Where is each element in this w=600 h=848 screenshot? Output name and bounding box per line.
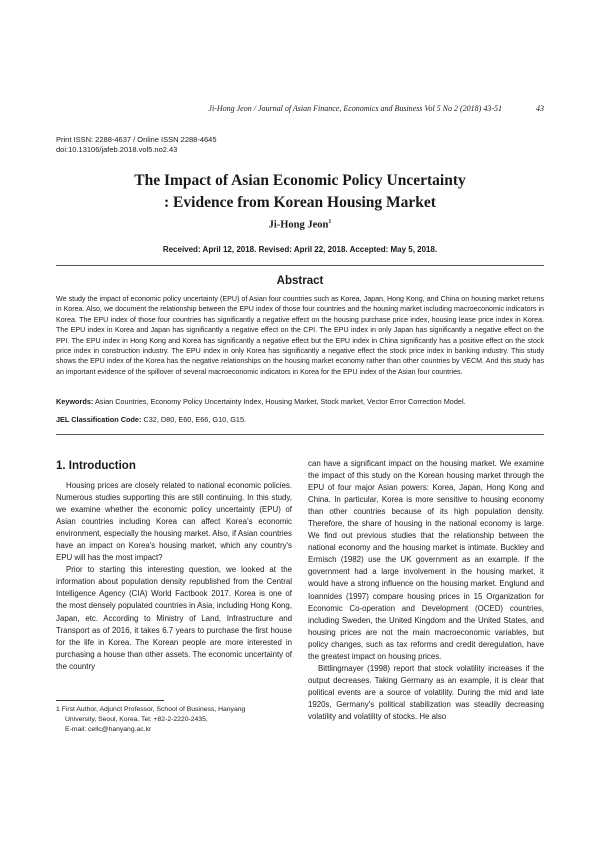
author-name: Ji-Hong Jeon [268,219,329,231]
jel-label: JEL Classification Code: [56,415,142,424]
author-footnote-mark: 1 [328,219,332,225]
title-line-2: : Evidence from Korean Housing Market [164,194,436,211]
rule-bottom [56,434,544,435]
title-line-1: The Impact of Asian Economic Policy Uncertainty [134,172,466,189]
submission-dates: Received: April 12, 2018. Revised: April 22, 2018. Accepted: May 5, 2018. [162,245,438,254]
intro-paragraph-1: Housing prices are closely related to national economic policies. Numerous studies supporting this are still continuing. In this study, we examine whether the economic policy uncertainty (EPU) of Asian countries including Korea can affect Korea's economic environment, especially the housing market. Also, if Asian countries have an impact on Korea's housing market, which any country's EPU will has the most impact? [56,481,292,563]
footnote-line-3: E-mail: cellc@hanyang.ac.kr [65,726,152,733]
jel-text: C32, D80, E60, E66, G10, G15. [143,415,247,424]
rule-top [56,265,544,266]
publication-meta [56,135,217,155]
paper-title [56,170,544,214]
footnote-rule [56,700,164,701]
keywords-text: Asian Countries, Economy Policy Uncertainty Index, Housing Market, Stock market, Vector Error Correction Model. [94,397,466,406]
section-heading-introduction: 1. Introduction [56,460,136,472]
page-number: 43 [536,104,544,113]
jel-codes [56,415,544,425]
keywords-label: Keywords: [56,397,94,406]
intro-paragraph-3: can have a significant impact on the housing market. We examine the impact of this study on the Korean housing market through the EPU of four major Asian powers: Korea, Japan, Hong Kong and China. In particular, Korea is more sensitive to housing economy than other countries because of its high population density. Therefore, the share of housing in the national economy is large. We find out previous studies that the relationship between the national economy and the housing market is intimate. Buckley and Ermisch (1982) use the UK government as an example. If the government had a large involvement in the housing market, it would have a strong influence on the housing market. Englund and Ioannides (1997) compare housing prices in 15 Organization for Economic Co-operation and Development (OCED) countries, including Sweden, the United Kingdom and the United States, and housing prices are not the main macroeconomic variables, but policy changes, such as tax reforms and credit deregulation, have the greatest impact on housing prices. [308,459,544,661]
running-head-text: Ji-Hong Jeon / Journal of Asian Finance, Economics and Business Vol 5 No 2 (2018) 43-51 [208,104,502,113]
doi: doi:10.13106/jafeb.2018.vol5.no2.43 [56,145,178,154]
issn: Print ISSN: 2288-4637 / Online ISSN 2288-4645 [56,135,217,144]
author [56,219,544,231]
footnote [56,705,292,735]
abstract-heading: Abstract [276,275,324,287]
right-column [308,458,544,723]
abstract-body: We study the impact of economic policy uncertainty (EPU) of Asian four countries such as Korea, Japan, Hong Kong, and China on housing market returns in Korea. Also, we document the relationship between the EPU index of those four countries and the housing market including macroeconomic indicators in Korea. The EPU index of those four countries has significantly a negative effect on the housing purchase price index, housing lease price index in Korea. The EPU index in Korea and Japan has significantly a negative effect on the CPI. The EPU index in only Japan has significantly a negative effect on the PPI. The EPU index in Hong Kong and Korea has significantly a negative effect but the EPU index in China significantly has a positive effect on the stock price index in construction industry. The EPU index in only Korea has significantly a negative effect the stock price index in banking industry. This study shows the EPU index of the Korea has the negative relationships on the housing market economy rather than other countries by VECM. And this study has an important evidence of the spillover of several macroeconomic indicators in Korea for the EPU index of the Asian four countries. [56,295,544,376]
intro-paragraph-2: Prior to starting this interesting question, we looked at the information about population density republished from the Central Intelligence Agency (CIA) World Factbook 2017. Korea is one of the most densely populated countries in Asia, including Hong Kong, Japan, etc. According to Ministry of Land, Infrastructure and Transport as of 2016, it takes 6.7 years to purchase the first house for the life in Korea. The Korean people are more interested in purchasing a house than other assets. The economic uncertainty of the country [56,565,292,671]
keywords [56,397,544,407]
footnote-line-1: 1 First Author, Adjunct Professor, School of Business, Hanyang [56,706,246,713]
footnote-line-2: University, Seoul, Korea. Tel: +82-2-2220-2435, [65,716,208,723]
left-column [56,480,292,673]
intro-paragraph-4: Bittlingmayer (1998) report that stock volatility increases if the output decreases. Taking Germany as an example, it is clear that political events are a source of volatility. During the mid and late 1920s, Germany's political stabilization was steadily decreasing volatility and volatility of stocks. He also [308,663,544,721]
